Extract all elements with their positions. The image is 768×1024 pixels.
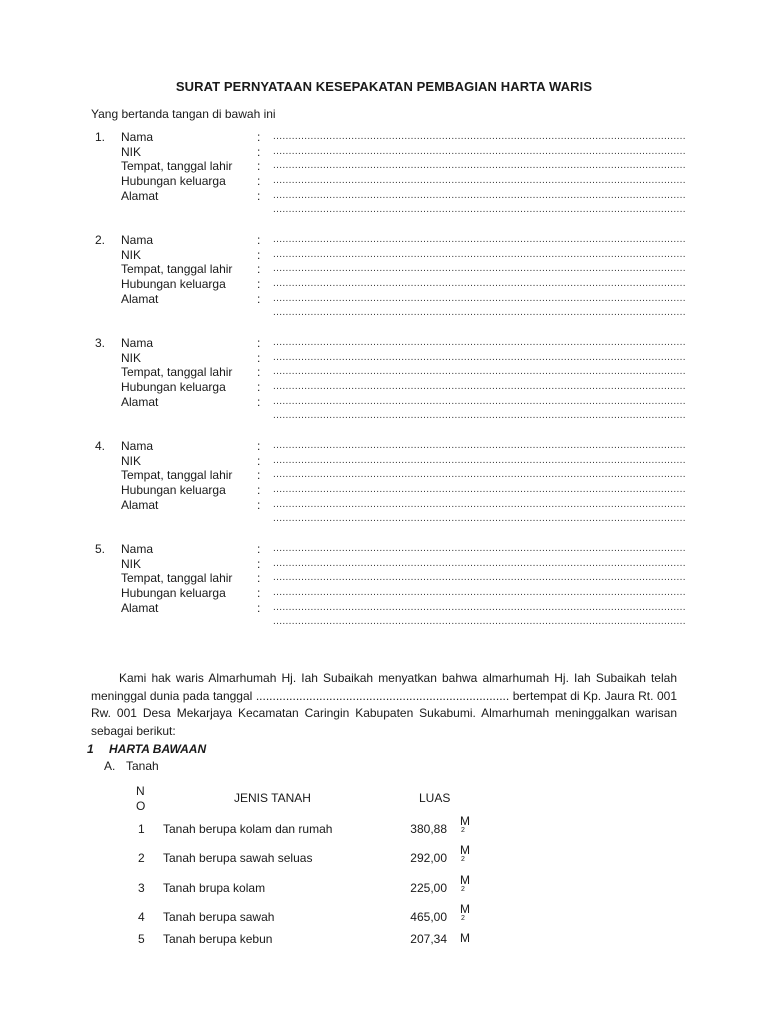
fill-line[interactable]: .................................................................................................................................... [273, 557, 686, 569]
fill-line[interactable]: .................................................................................................................................... [273, 248, 686, 260]
person-block-5: 5. Nama : .................................................................................................................................... NIK : .................................................................................................................................... Tempat, tanggal lahir : .................................................................................................................................... Hubungan keluarga : .................................................................................................................................... Alamat : .................................................................................................................................... .................................................................................................................................... [95, 542, 635, 630]
person-number: 4. [95, 439, 106, 453]
section-heading [87, 742, 206, 756]
row-no: 3 [138, 881, 145, 895]
field-label-nama: Nama [121, 439, 154, 453]
field-label-hubungan: Hubungan keluarga [121, 380, 226, 395]
section-number: 1 [87, 742, 94, 756]
field-label-nama: Nama [121, 336, 154, 350]
fill-line[interactable]: .................................................................................................................................... [273, 440, 686, 451]
field-label-nik: NIK [121, 247, 142, 262]
subsection-letter: A. [104, 759, 116, 773]
field-label-hubungan: Hubungan keluarga [121, 277, 226, 292]
row-no: 4 [138, 910, 145, 924]
row-no: 5 [138, 932, 145, 946]
row-luas: 207,34 [410, 932, 447, 946]
row-no: 1 [138, 822, 145, 836]
row-unit: M 2 [460, 814, 470, 834]
field-label-hubungan: Hubungan keluarga [121, 174, 226, 189]
person-block-2: 2. Nama : .................................................................................................................................... NIK : .................................................................................................................................... Tempat, tanggal lahir : .................................................................................................................................... Hubungan keluarga : .................................................................................................................................... Alamat : .................................................................................................................................... .................................................................................................................................... [95, 233, 635, 321]
row-jenis: Tanah berupa sawah [163, 910, 275, 924]
field-label-alamat: Alamat [121, 600, 159, 615]
fill-line[interactable]: .................................................................................................................................... [273, 572, 686, 584]
fill-line[interactable]: .................................................................................................................................... [273, 204, 686, 216]
fill-line[interactable]: .................................................................................................................................... [273, 131, 686, 142]
row-unit: M 2 [460, 902, 470, 922]
field-label-alamat: Alamat [121, 291, 159, 306]
fill-line[interactable]: .................................................................................................................................... [273, 160, 686, 172]
fill-line[interactable]: .................................................................................................................................... [273, 292, 686, 304]
table-header-jenis: JENIS TANAH [234, 791, 311, 805]
field-label-nama: Nama [121, 130, 154, 144]
fill-line[interactable]: .................................................................................................................................... [273, 175, 686, 187]
fill-line[interactable]: .................................................................................................................................... [273, 189, 686, 201]
fill-line[interactable]: .................................................................................................................................... [273, 381, 686, 393]
subsection-heading [104, 759, 159, 773]
fill-line[interactable]: .................................................................................................................................... [273, 601, 686, 613]
fill-line[interactable]: .................................................................................................................................... [273, 337, 686, 348]
section-title: HARTA BAWAAN [109, 742, 207, 756]
field-label-nik: NIK [121, 556, 142, 571]
fill-line[interactable]: .................................................................................................................................... [273, 616, 686, 628]
person-block-3: 3. Nama : .................................................................................................................................... NIK : .................................................................................................................................... Tempat, tanggal lahir : .................................................................................................................................... Hubungan keluarga : .................................................................................................................................... Alamat : .................................................................................................................................... .................................................................................................................................... [95, 336, 635, 424]
row-jenis: Tanah berupa kolam dan rumah [163, 822, 333, 836]
fill-line[interactable]: .................................................................................................................................... [273, 145, 686, 157]
field-label-alamat: Alamat [121, 394, 159, 409]
row-unit: M 2 [460, 873, 470, 893]
person-number: 1. [95, 130, 106, 144]
fill-line[interactable]: .................................................................................................................................... [273, 469, 686, 481]
fill-line[interactable]: .................................................................................................................................... [273, 307, 686, 319]
fill-line[interactable]: .................................................................................................................................... [273, 513, 686, 525]
field-label-alamat: Alamat [121, 497, 159, 512]
fill-line[interactable]: .................................................................................................................................... [273, 498, 686, 510]
statement-text: Kami hak waris Almarhumah Hj. Iah Subaikah menyatkan bahwa almarhumah Hj. Iah Subaikah telah meninggal dunia pada tanggal ............................................................................ bertempat di Kp. Jaura Rt. 001 Rw. 001 Desa Mekarjaya Kecamatan Caringin Kabupaten Sukabumi. Almarhumah meninggalkan warisan sebagai berikut: [91, 671, 677, 738]
row-luas: 465,00 [410, 910, 447, 924]
row-luas: 292,00 [410, 851, 447, 865]
row-jenis: Tanah brupa kolam [163, 881, 266, 895]
table-row [0, 814, 768, 841]
table-row [0, 873, 768, 900]
row-luas: 380,88 [410, 822, 447, 836]
table-row [0, 843, 768, 870]
fill-line[interactable]: .................................................................................................................................... [273, 543, 686, 554]
intro-text: Yang bertanda tangan di bawah ini [91, 107, 276, 121]
person-number: 5. [95, 542, 106, 556]
field-label-nik: NIK [121, 350, 142, 365]
subsection-title: Tanah [126, 759, 159, 773]
field-label-hubungan: Hubungan keluarga [121, 586, 226, 601]
fill-line[interactable]: .................................................................................................................................... [273, 454, 686, 466]
field-label-nik: NIK [121, 453, 142, 468]
document-title: SURAT PERNYATAAN KESEPAKATAN PEMBAGIAN HARTA WARIS [175, 79, 593, 94]
field-label-ttl: Tempat, tanggal lahir [121, 365, 233, 380]
fill-line[interactable]: .................................................................................................................................... [273, 351, 686, 363]
fill-line[interactable]: .................................................................................................................................... [273, 366, 686, 378]
field-label-nik: NIK [121, 144, 142, 159]
fill-line[interactable]: .................................................................................................................................... [273, 263, 686, 275]
table-header-luas: LUAS [419, 791, 451, 805]
field-label-nama: Nama [121, 542, 154, 556]
fill-line[interactable]: .................................................................................................................................... [273, 395, 686, 407]
field-label-ttl: Tempat, tanggal lahir [121, 571, 233, 586]
fill-line[interactable]: .................................................................................................................................... [273, 587, 686, 599]
field-label-ttl: Tempat, tanggal lahir [121, 159, 233, 174]
table-row [0, 927, 768, 951]
row-jenis: Tanah berupa kebun [163, 932, 273, 946]
person-block-4: 4. Nama : .................................................................................................................................... NIK : .................................................................................................................................... Tempat, tanggal lahir : .................................................................................................................................... Hubungan keluarga : .................................................................................................................................... Alamat : .................................................................................................................................... .................................................................................................................................... [95, 439, 635, 527]
fill-line[interactable]: .................................................................................................................................... [273, 484, 686, 496]
row-unit: M [460, 931, 470, 945]
row-unit: M 2 [460, 843, 470, 863]
fill-line[interactable]: .................................................................................................................................... [273, 234, 686, 245]
person-number: 2. [95, 233, 106, 247]
field-label-alamat: Alamat [121, 188, 159, 203]
fill-line[interactable]: .................................................................................................................................... [273, 278, 686, 290]
field-label-nama: Nama [121, 233, 154, 247]
field-label-ttl: Tempat, tanggal lahir [121, 262, 233, 277]
person-block-1: 1. Nama : .................................................................................................................................... NIK : .................................................................................................................................... Tempat, tanggal lahir : .................................................................................................................................... Hubungan keluarga : .................................................................................................................................... Alamat : .................................................................................................................................... .................................................................................................................................... [95, 130, 635, 218]
statement-paragraph [91, 670, 677, 740]
person-number: 3. [95, 336, 106, 350]
table-header-no: N O [136, 784, 146, 813]
field-label-ttl: Tempat, tanggal lahir [121, 468, 233, 483]
row-no: 2 [138, 851, 145, 865]
field-label-hubungan: Hubungan keluarga [121, 483, 226, 498]
fill-line[interactable]: .................................................................................................................................... [273, 410, 686, 422]
row-luas: 225,00 [410, 881, 447, 895]
table-row [0, 902, 768, 929]
row-jenis: Tanah berupa sawah seluas [163, 851, 313, 865]
